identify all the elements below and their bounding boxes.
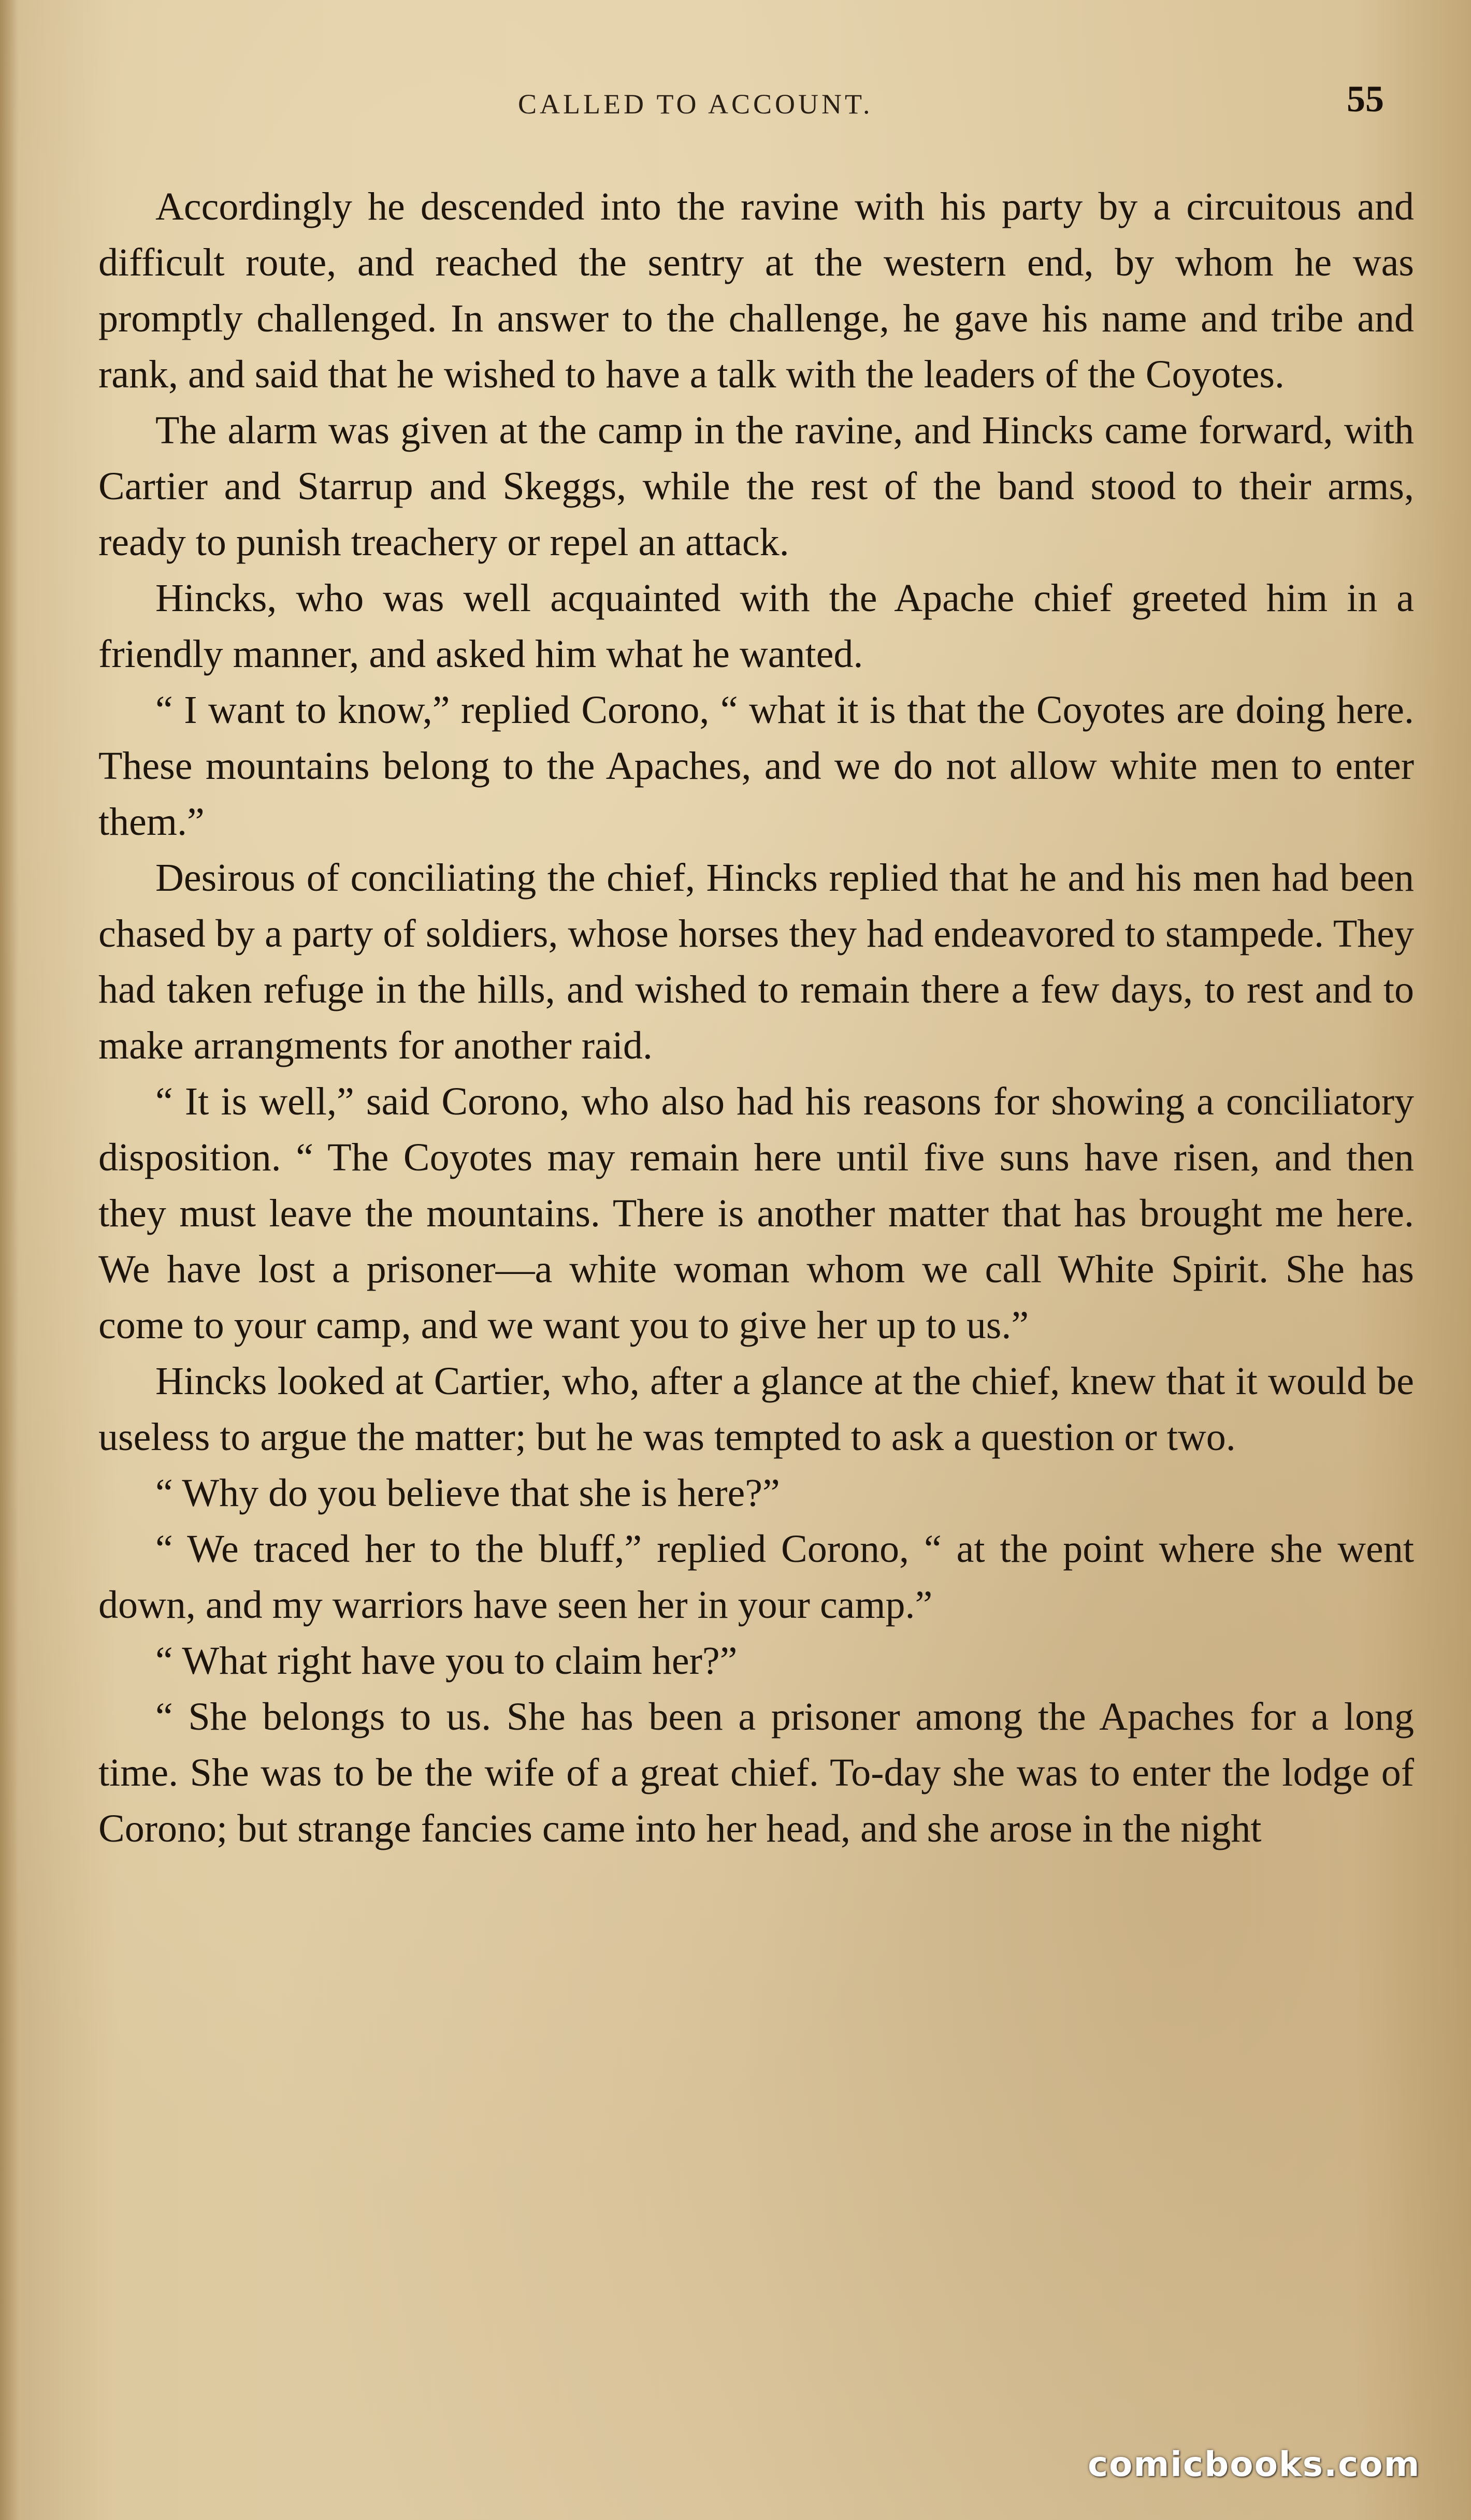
paragraph: The alarm was given at the camp in the ravine, and Hincks came forward, with Cartier and Starrup and Skeggs, while the rest of the band stood to their arms, ready to punish treachery or repel an attack.: [98, 409, 1414, 564]
paragraph: “ Why do you believe that she is here?”: [155, 1471, 780, 1515]
paragraph: “ It is well,” said Corono, who also had his reasons for showing a conciliatory disposition. “ The Coyotes may remain here until five suns have risen, and then they must leave the mountains. There is another matter that has brought me here. We have lost a prisoner—a white woman whom we call White Spirit. She has come to your camp, and we want you to give her up to us.”: [98, 1080, 1414, 1347]
paragraph: Hincks looked at Cartier, who, after a glance at the chief, knew that it would be useless to argue the matter; but he was tempted to ask a question or two.: [98, 1359, 1414, 1459]
running-title: CALLED TO ACCOUNT.: [518, 89, 873, 120]
paragraph: “ We traced her to the bluff,” replied Corono, “ at the point where she went down, and my warriors have seen her in your camp.”: [98, 1527, 1414, 1627]
paragraph: Desirous of conciliating the chief, Hincks replied that he and his men had been chased by a party of soldiers, whose horses they had endeavored to stampede. They had taken refuge in the hills, and wished to remain there a few days, to rest and to make arrangments for another raid.: [98, 856, 1414, 1067]
paragraph: Hincks, who was well acquainted with the Apache chief greeted him in a friendly manner, and asked him what he wanted.: [98, 576, 1414, 676]
paragraph: “ What right have you to claim her?”: [155, 1639, 738, 1683]
page-number: 55: [1347, 78, 1384, 120]
page-gutter-shadow: [0, 0, 19, 2520]
running-header: [0, 78, 1471, 119]
paragraph: “ She belongs to us. She has been a prisoner among the Apaches for a long time. She was to be the wife of a great chief. To-day she was to enter the lodge of Corono; but strange fancies came into her head, and she arose in the night: [98, 1695, 1414, 1850]
paragraph: “ I want to know,” replied Corono, “ what it is that the Coyotes are doing here. These mountains belong to the Apaches, and we do not allow white men to enter them.”: [98, 688, 1414, 844]
page-body: [98, 179, 1414, 1857]
paragraph: Accordingly he descended into the ravine with his party by a circuitous and difficult route, and reached the sentry at the western end, by whom he was promptly challenged. In answer to the challenge, he gave his name and tribe and rank, and said that he wished to have a talk with the leaders of the Coyotes.: [98, 185, 1414, 396]
watermark: comicbooks.com: [1088, 2444, 1421, 2484]
